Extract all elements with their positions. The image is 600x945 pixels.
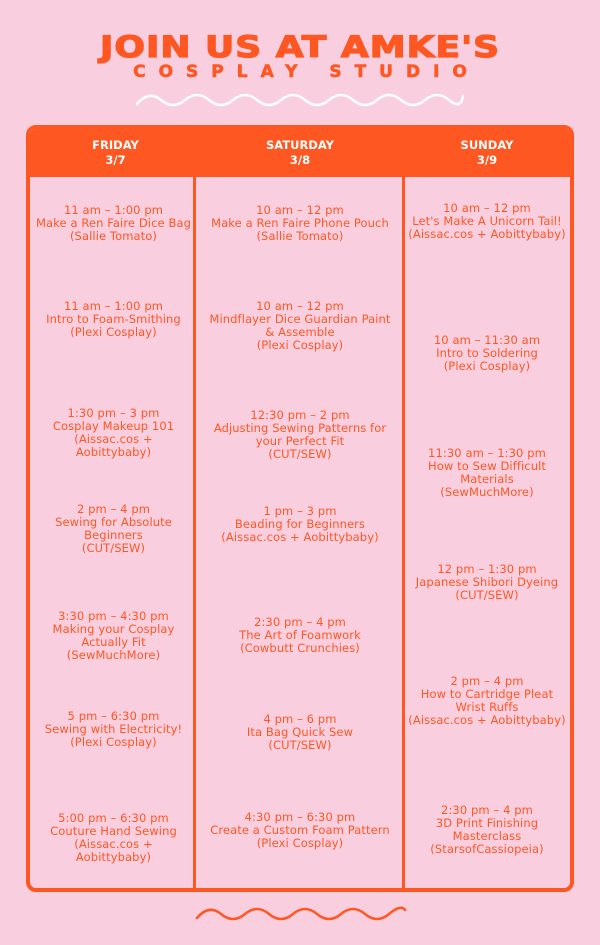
column-divider <box>402 177 405 888</box>
session-title: Intro to Foam-Smithing <box>46 312 181 326</box>
session-host: (Aissac.cos + Aobittybaby) <box>74 432 153 459</box>
session-title: Make a Ren Faire Phone Pouch <box>211 216 389 230</box>
page-subtitle: COSPLAY STUDIO <box>133 62 480 82</box>
day-date: 3/8 <box>289 153 311 167</box>
session-time: 2 pm – 4 pm <box>76 502 151 516</box>
session-title: Ita Bag Quick Sew <box>246 725 354 739</box>
session-time: 1:30 pm – 3 pm <box>67 406 160 420</box>
session-card <box>210 505 390 544</box>
session-host: (CUT/SEW) <box>268 738 332 752</box>
schedule-table <box>26 125 574 892</box>
session-time: 10 am – 12 pm <box>443 201 531 215</box>
session-card <box>199 409 401 461</box>
session-title: Intro to Soldering <box>436 346 538 360</box>
day-name: FRIDAY <box>92 138 139 152</box>
session-card <box>36 407 191 459</box>
session-host: (SewMuchMore) <box>66 648 161 662</box>
session-card <box>407 202 567 241</box>
session-title: How to Cartridge Pleat Wrist Ruffs <box>420 687 554 714</box>
session-time: 10 am – 12 pm <box>256 299 344 313</box>
day-name: SATURDAY <box>265 138 334 152</box>
session-card <box>407 804 567 856</box>
session-time: 12 pm – 1:30 pm <box>437 562 537 576</box>
session-card <box>36 300 191 339</box>
session-host: (StarsofCassiopeia) <box>430 842 544 856</box>
session-host: (SewMuchMore) <box>440 485 534 499</box>
session-time: 2:30 pm – 4 pm <box>441 803 533 817</box>
session-title: Adjusting Sewing Patterns for your Perfect Fit <box>213 421 387 448</box>
session-card <box>210 616 390 655</box>
session-card <box>210 811 390 850</box>
day-date: 3/7 <box>105 153 126 167</box>
session-title: Couture Hand Sewing <box>50 824 177 838</box>
session-time: 5 pm – 6:30 pm <box>67 709 160 723</box>
session-title: Beading for Beginners <box>234 517 366 531</box>
session-time: 12:30 pm – 2 pm <box>250 408 350 422</box>
session-card <box>210 204 390 243</box>
session-card <box>36 812 191 864</box>
session-host: (Plexi Cosplay) <box>256 836 344 850</box>
day-header-friday <box>38 138 193 168</box>
session-host: (Sallie Tomato) <box>256 229 344 243</box>
session-title: Japanese Shibori Dyeing <box>415 575 559 589</box>
session-time: 5:00 pm – 6:30 pm <box>58 811 169 825</box>
session-title: Making your Cosplay Actually Fit <box>52 622 175 649</box>
session-host: (Plexi Cosplay) <box>70 325 157 339</box>
session-time: 11 am – 1:00 pm <box>63 299 164 313</box>
column-divider <box>193 177 196 888</box>
session-host: (CUT/SEW) <box>81 541 146 555</box>
session-host: (CUT/SEW) <box>455 588 519 602</box>
schedule-header <box>30 129 570 177</box>
session-host: (Sallie Tomato) <box>69 229 158 243</box>
session-host: (Aissac.cos + Aobittybaby) <box>74 837 153 864</box>
session-title: Sewing for Absolute Beginners <box>55 515 172 542</box>
session-time: 11 am – 1:00 pm <box>63 203 164 217</box>
session-card <box>210 713 390 752</box>
session-card <box>407 563 567 602</box>
session-time: 10 am – 12 pm <box>256 203 344 217</box>
session-title: Let's Make A Unicorn Tail! <box>412 214 562 228</box>
session-card <box>36 204 191 243</box>
session-host: (Aissac.cos + Aobittybaby) <box>221 530 379 544</box>
session-time: 10 am – 11:30 am <box>433 333 541 347</box>
session-host: (Aissac.cos + Aobittybaby) <box>408 227 566 241</box>
session-title: 3D Print Finishing Masterclass <box>435 816 539 843</box>
page-title: JOIN US AT AMKE'S <box>99 30 501 65</box>
session-card <box>407 675 567 727</box>
day-header-sunday <box>404 138 570 168</box>
session-time: 3:30 pm – 4:30 pm <box>58 609 169 623</box>
session-card <box>36 503 191 555</box>
session-time: 4 pm – 6 pm <box>263 712 337 726</box>
session-title: Create a Custom Foam Pattern <box>210 823 390 837</box>
bottom-wave-divider <box>135 902 465 926</box>
session-host: (Plexi Cosplay) <box>70 735 157 749</box>
session-card <box>407 334 567 373</box>
session-time: 2 pm – 4 pm <box>450 674 524 688</box>
top-wave-divider <box>135 88 465 112</box>
session-title: Mindflayer Dice Guardian Paint & Assemble <box>209 312 391 339</box>
session-host: (Aissac.cos + Aobittybaby) <box>408 713 566 727</box>
session-title: Cosplay Makeup 101 <box>52 419 175 433</box>
session-time: 4:30 pm – 6:30 pm <box>244 810 356 824</box>
session-card <box>206 300 394 352</box>
session-title: Sewing with Electricity! <box>44 722 183 736</box>
day-header-saturday <box>196 138 404 168</box>
session-time: 2:30 pm – 4 pm <box>254 615 346 629</box>
session-time: 1 pm – 3 pm <box>263 504 337 518</box>
session-time: 11:30 am – 1:30 pm <box>428 446 546 460</box>
session-title: Make a Ren Faire Dice Bag <box>36 216 191 230</box>
session-card <box>407 447 567 499</box>
day-name: SUNDAY <box>460 138 514 152</box>
session-host: (CUT/SEW) <box>268 447 332 461</box>
day-date: 3/9 <box>476 153 498 167</box>
session-host: (Plexi Cosplay) <box>256 338 344 352</box>
session-card <box>36 710 191 749</box>
session-host: (Cowbutt Crunchies) <box>240 641 360 655</box>
session-title: The Art of Foamwork <box>239 628 361 642</box>
session-card <box>36 610 191 662</box>
session-title: How to Sew Difficult Materials <box>427 459 547 486</box>
session-host: (Plexi Cosplay) <box>443 359 531 373</box>
